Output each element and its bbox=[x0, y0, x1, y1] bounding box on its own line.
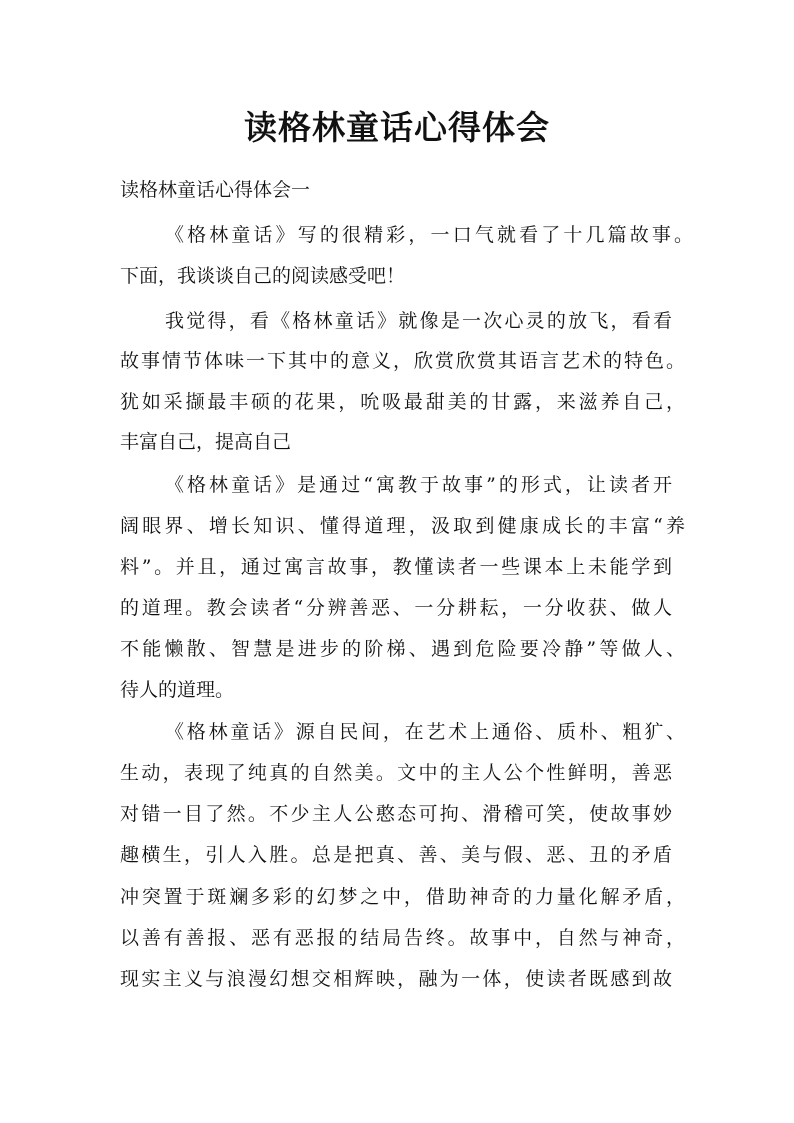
text-line: 下面，我谈谈自己的阅读感受吧！ bbox=[120, 265, 406, 287]
text-line: 冲突置于斑斓多彩的幻梦之中，借助神奇的力量化解矛盾， bbox=[120, 886, 685, 908]
text-line: 故事情节体味一下其中的意义，欣赏欣赏其语言艺术的特色。 bbox=[120, 350, 685, 372]
document-title: 读格林童话心得体会 bbox=[244, 108, 550, 147]
text-line: 的道理。教会读者“分辨善恶、一分耕耘，一分收获、做人 bbox=[120, 597, 672, 619]
text-line: 待人的道理。 bbox=[120, 679, 235, 701]
text-line: 丰富自己，提高自己 bbox=[120, 431, 292, 453]
text-line: 犹如采撷最丰硕的花果，吮吸最甜美的甘露，来滋养自己， bbox=[120, 391, 685, 413]
text-line: 以善有善报、恶有恶报的结局告终。故事中，自然与神奇， bbox=[120, 927, 685, 949]
text-line: 《格林童话》源自民间，在艺术上通俗、质朴、粗犷、 bbox=[165, 721, 685, 743]
text-line: 不能懒散、智慧是进步的阶梯、遇到危险要冷静”等做人、 bbox=[120, 638, 685, 660]
section-heading: 读格林童话心得体会一 bbox=[120, 179, 311, 201]
text-line: 对错一目了然。不少主人公憨态可拘、滑稽可笑，使故事妙 bbox=[120, 803, 672, 825]
text-line: 《格林童话》是通过“寓教于故事”的形式，让读者开 bbox=[165, 474, 672, 496]
text-line: 现实主义与浪漫幻想交相辉映，融为一体，使读者既感到故 bbox=[120, 968, 672, 990]
text-line: 料”。并且，通过寓言故事，教懂读者一些课本上未能学到 bbox=[120, 556, 672, 578]
text-line: 生动，表现了纯真的自然美。文中的主人公个性鲜明，善恶 bbox=[120, 762, 672, 784]
text-line: 阔眼界、增长知识、懂得道理，汲取到健康成长的丰富“养 bbox=[120, 515, 685, 537]
text-line: 趣横生，引人入胜。总是把真、善、美与假、恶、丑的矛盾 bbox=[120, 844, 672, 866]
text-line: 我觉得，看《格林童话》就像是一次心灵的放飞，看看 bbox=[165, 310, 672, 332]
text-line: 《格林童话》写的很精彩，一口气就看了十几篇故事。 bbox=[165, 224, 693, 246]
